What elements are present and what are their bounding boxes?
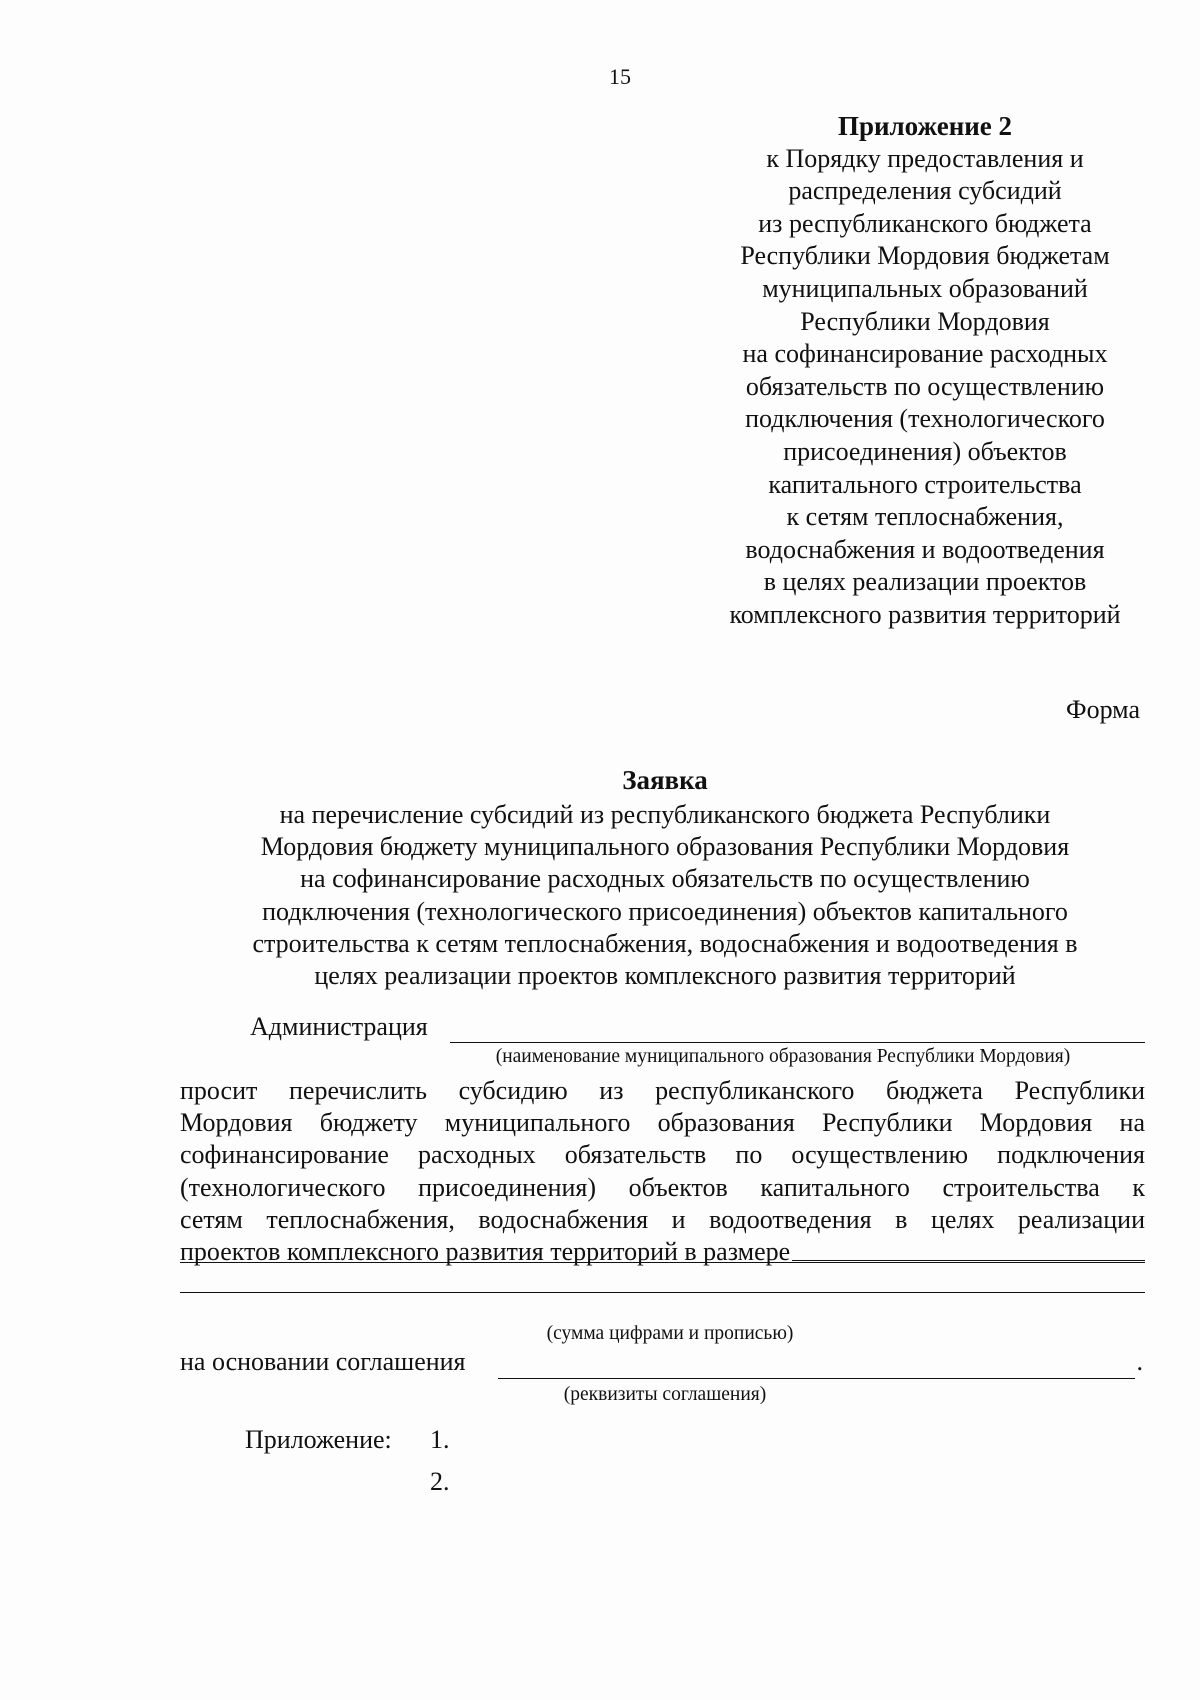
subtitle-line: подключения (технологического присоединения) объектов капитального <box>262 896 1068 926</box>
appendix-line: подключения (технологического <box>745 404 1105 434</box>
body-line: софинансирование расходных обязательств по осуществлению подключения <box>180 1140 1145 1170</box>
appendix-line: в целях реализации проектов <box>763 567 1087 597</box>
body-line: сетям теплоснабжения, водоснабжения и водоотведения в целях реализации <box>180 1204 1145 1234</box>
appendix-line: к Порядку предоставления и <box>766 143 1084 173</box>
appendix-line: обязательств по осуществлению <box>745 371 1105 401</box>
subtitle-line: на софинансирование расходных обязательств по осуществлению <box>300 864 1030 894</box>
sum-caption: (сумма цифрами и прописью) <box>546 1323 794 1344</box>
body-line: просит перечислить субсидию из республиканского бюджета Республики <box>180 1076 1145 1105</box>
request-subtitle <box>200 799 1130 992</box>
appendix-title: Приложение 2 <box>837 111 1013 141</box>
agreement-blank-field[interactable] <box>498 1378 1135 1379</box>
appendix-line: к сетям теплоснабжения, <box>786 502 1064 532</box>
agreement-label: на основании соглашения <box>180 1347 466 1376</box>
appendix-header <box>690 110 1160 632</box>
appendix-line: на софинансирование расходных <box>742 339 1108 369</box>
agreement-row <box>180 1347 1145 1381</box>
subtitle-line: Мордовия бюджету муниципального образования Республики Мордовия <box>260 832 1070 862</box>
subtitle-line: целях реализации проектов комплексного развития территорий <box>314 961 1016 991</box>
body-last-line: проектов комплексного развития территорий в размере <box>180 1237 791 1267</box>
attachment-item: 1. <box>430 1425 450 1454</box>
amount-blank-field[interactable] <box>792 1236 1145 1261</box>
administration-label: Администрация <box>250 1012 428 1041</box>
amount-blank-line-2[interactable] <box>180 1262 1145 1263</box>
appendix-line: присоединения) объектов <box>783 436 1067 466</box>
amount-row <box>180 1236 1145 1268</box>
appendix-line: Республики Мордовия бюджетам <box>740 241 1110 271</box>
attachment-item: 2. <box>430 1467 450 1496</box>
administration-caption: (наименование муниципального образования Республики Мордовия) <box>495 1046 1071 1067</box>
appendix-line: муниципальных образований <box>762 273 1088 303</box>
request-title: Заявка <box>622 765 708 795</box>
form-label: Форма <box>1066 695 1140 724</box>
amount-blank-line-3[interactable] <box>180 1292 1145 1293</box>
request-body <box>180 1075 1145 1268</box>
attachments-label: Приложение: <box>245 1425 392 1454</box>
body-line: Мордовия бюджету муниципального образования Республики Мордовия на <box>180 1108 1145 1138</box>
appendix-line: из республиканского бюджета <box>758 208 1092 238</box>
appendix-line: капитального строительства <box>768 469 1082 499</box>
appendix-line: водоснабжения и водоотведения <box>745 534 1105 564</box>
agreement-period: . <box>1136 1347 1143 1376</box>
administration-blank-field[interactable] <box>450 1042 1145 1043</box>
subtitle-line: строительства к сетям теплоснабжения, водоснабжения и водоотведения в <box>252 928 1078 958</box>
appendix-line: Республики Мордовия <box>800 306 1050 336</box>
page-number: 15 <box>609 64 631 89</box>
body-line: (технологического присоединения) объектов капитального строительства к <box>180 1172 1145 1202</box>
appendix-line: распределения субсидий <box>788 176 1062 206</box>
administration-row <box>250 1012 1145 1046</box>
agreement-caption: (реквизиты соглашения) <box>563 1384 767 1405</box>
appendix-line: комплексного развития территорий <box>729 599 1121 629</box>
subtitle-line: на перечисление субсидий из республиканского бюджета Республики <box>279 800 1051 829</box>
